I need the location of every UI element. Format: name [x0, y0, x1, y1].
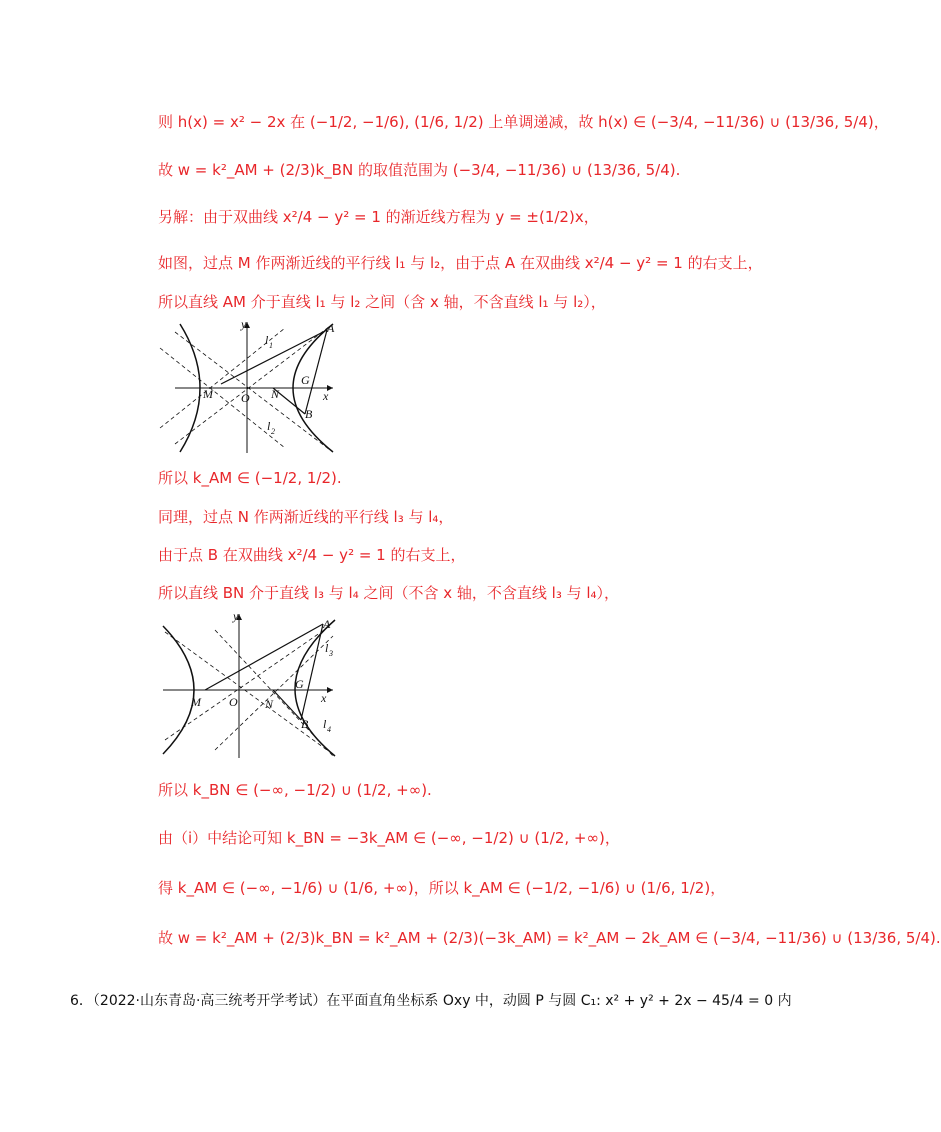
- hyperbola-figure-1: [155, 318, 345, 458]
- fig1-l2-label: l: [267, 419, 271, 433]
- solution-line-6: 所以 k_AM ∈ (−1/2, 1/2).: [158, 469, 342, 487]
- fig1-G-label: G: [301, 373, 310, 387]
- fig2-G-label: G: [295, 677, 304, 691]
- solution-line-3: 另解：由于双曲线 x²/4 − y² = 1 的渐近线方程为 y = ±(1/2)x，: [158, 208, 599, 226]
- fig1-M-label: M: [203, 387, 213, 401]
- solution-line-13: 故 w = k²_AM + (2/3)k_BN = k²_AM + (2/3)(−3k_AM) = k²_AM − 2k_AM ∈ (−3/4, −11/36) ∪ (13/36, 5/4).: [158, 929, 941, 947]
- solution-line-9: 所以直线 BN 介于直线 l₃ 与 l₄ 之间（不含 x 轴，不含直线 l₃ 与 l₄），: [158, 584, 620, 602]
- fig2-y-label: y: [233, 609, 239, 623]
- fig1-B-label: B: [305, 407, 313, 421]
- fig1-l1-sub: 1: [269, 341, 273, 350]
- fig2-l3-label: l: [325, 641, 329, 655]
- solution-line-4: 如图，过点 M 作两渐近线的平行线 l₁ 与 l₂，由于点 A 在双曲线 x²/4 − y² = 1 的右支上，: [158, 254, 763, 272]
- solution-line-2: 故 w = k²_AM + (2/3)k_BN 的取值范围为 (−3/4, −11/36) ∪ (13/36, 5/4).: [158, 161, 681, 179]
- fig1-l2-sub: 2: [271, 427, 275, 436]
- solution-line-5: 所以直线 AM 介于直线 l₁ 与 l₂ 之间（含 x 轴，不含直线 l₁ 与 l₂），: [158, 293, 606, 311]
- hyperbola-figure-2: [155, 610, 345, 760]
- fig1-O-label: O: [241, 391, 250, 405]
- fig2-O-label: O: [229, 695, 238, 709]
- solution-line-10: 所以 k_BN ∈ (−∞, −1/2) ∪ (1/2, +∞).: [158, 781, 432, 799]
- fig1-l1-label: l: [265, 333, 269, 347]
- solution-line-8: 由于点 B 在双曲线 x²/4 − y² = 1 的右支上，: [158, 546, 466, 564]
- fig1-x-label: x: [323, 389, 329, 403]
- problem-6-statement: 6．（2022·山东青岛·高三统考开学考试）在平面直角坐标系 Oxy 中，动圆 P 与圆 C₁: x² + y² + 2x − 45/4 = 0 内: [70, 993, 792, 1009]
- fig2-A-label: A: [323, 617, 331, 631]
- fig2-M-label: M: [191, 695, 201, 709]
- solution-line-7: 同理，过点 N 作两渐近线的平行线 l₃ 与 l₄，: [158, 508, 454, 526]
- fig1-N-label: N: [271, 387, 280, 401]
- fig2-B-label: B: [301, 717, 309, 731]
- fig2-l4-sub: 4: [327, 725, 331, 734]
- fig1-y-label: y: [241, 317, 247, 331]
- fig2-x-label: x: [321, 691, 327, 705]
- solution-line-12: 得 k_AM ∈ (−∞, −1/6) ∪ (1/6, +∞)，所以 k_AM ∈ (−1/2, −1/6) ∪ (1/6, 1/2)，: [158, 879, 726, 897]
- fig1-A-label: A: [327, 321, 335, 335]
- solution-line-1: 则 h(x) = x² − 2x 在 (−1/2, −1/6), (1/6, 1/2) 上单调递减，故 h(x) ∈ (−3/4, −11/36) ∪ (13/36, 5/4)，: [158, 113, 889, 131]
- fig2-N-label: N: [265, 697, 274, 711]
- fig2-l4-label: l: [323, 717, 327, 731]
- solution-line-11: 由（i）中结论可知 k_BN = −3k_AM ∈ (−∞, −1/2) ∪ (1/2, +∞)，: [158, 829, 620, 847]
- fig2-l3-sub: 3: [329, 649, 333, 658]
